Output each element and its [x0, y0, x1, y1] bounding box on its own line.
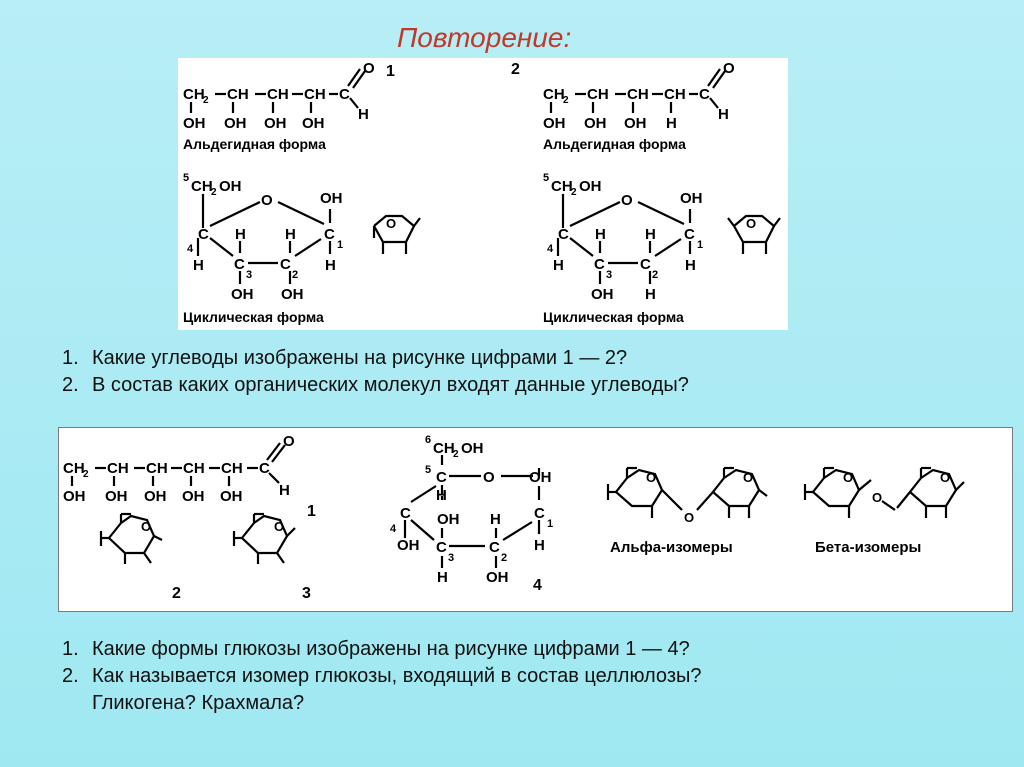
atom-h: H	[358, 106, 369, 123]
atom-ring-o: O	[483, 469, 495, 486]
atom-c: C	[339, 86, 350, 103]
figure-glucose-forms	[58, 427, 1013, 612]
slide-title: Повторение:	[397, 22, 572, 53]
atom-oh: OH	[302, 115, 325, 132]
beta-isomers-label: Бета-изомеры	[815, 539, 922, 556]
figure-number-2: 2	[172, 585, 181, 602]
atom-c: C	[594, 256, 605, 273]
atom-number: 3	[246, 269, 253, 281]
question-number: 1.	[62, 638, 79, 660]
ribose-deoxyribose-diagram	[178, 58, 788, 330]
atom-ring-o: O	[274, 519, 285, 534]
atom-ch2: CH	[191, 178, 213, 195]
questions-block-2	[62, 636, 701, 717]
atom-number: 1	[337, 239, 344, 251]
atom-h: H	[285, 226, 296, 243]
atom-oh: OH	[264, 115, 287, 132]
atom-link-o: O	[872, 490, 883, 505]
atom-oh: OH	[461, 440, 484, 457]
atom-ring-o: O	[621, 192, 633, 209]
atom-ch: CH	[304, 86, 326, 103]
atom-number: 5	[543, 172, 550, 184]
atom-ring-o: O	[386, 216, 397, 231]
atom-oh: OH	[105, 488, 128, 505]
atom-oh: OH	[486, 569, 509, 586]
atom-ch: CH	[227, 86, 249, 103]
figure-number-4: 4	[533, 577, 542, 594]
figure-number-1: 1	[386, 63, 395, 80]
atom-o: O	[283, 433, 295, 450]
atom-number: 3	[606, 269, 613, 281]
atom-ch: CH	[587, 86, 609, 103]
atom-number: 1	[697, 239, 704, 251]
question-text: В состав каких органических молекул входят данные углеводы?	[92, 374, 689, 396]
atom-c: C	[259, 460, 270, 477]
atom-h: H	[718, 106, 729, 123]
subscript: 2	[571, 187, 577, 198]
question-text: Какие углеводы изображены на рисунке цифрами 1 — 2?	[92, 347, 628, 369]
atom-c: C	[198, 226, 209, 243]
figure-number-2: 2	[511, 61, 520, 78]
question-number: 2.	[62, 665, 79, 687]
atom-oh: OH	[183, 115, 206, 132]
atom-h: H	[666, 115, 677, 132]
subscript: 2	[203, 95, 209, 106]
atom-oh: OH	[584, 115, 607, 132]
question-text: Какие формы глюкозы изображены на рисунке цифрами 1 — 4?	[92, 638, 690, 660]
atom-oh: OH	[680, 190, 703, 207]
question-continuation	[62, 690, 701, 717]
atom-ch: CH	[183, 460, 205, 477]
atom-oh: OH	[529, 469, 552, 486]
atom-c: C	[280, 256, 291, 273]
atom-h: H	[645, 226, 656, 243]
glucose-forms-diagram	[59, 428, 1012, 611]
atom-oh: OH	[281, 286, 304, 303]
question-text: Как называется изомер глюкозы, входящий в состав целлюлозы?	[92, 665, 702, 687]
atom-o: O	[363, 60, 375, 77]
atom-ch2: CH	[433, 440, 455, 457]
atom-h: H	[553, 257, 564, 274]
subscript: 2	[453, 449, 459, 460]
atom-h: H	[193, 257, 204, 274]
atom-h: H	[685, 257, 696, 274]
figure-number-3: 3	[302, 585, 311, 602]
atom-number: 5	[425, 464, 432, 476]
atom-oh: OH	[543, 115, 566, 132]
atom-c: C	[436, 469, 447, 486]
atom-ring-o: O	[746, 216, 757, 231]
atom-oh: OH	[182, 488, 205, 505]
atom-oh: OH	[397, 537, 420, 554]
atom-number: 4	[390, 523, 397, 535]
atom-ch: CH	[267, 86, 289, 103]
atom-ring-o: O	[743, 470, 754, 485]
atom-number: 2	[501, 552, 508, 564]
atom-ring-o: O	[141, 519, 152, 534]
atom-c: C	[558, 226, 569, 243]
question-item	[62, 372, 689, 399]
atom-c: C	[400, 505, 411, 522]
aldehyde-form-label: Альдегидная форма	[543, 136, 686, 152]
atom-ch2: CH	[543, 86, 565, 103]
subscript: 2	[83, 469, 89, 480]
question-item	[62, 663, 701, 690]
atom-ch: CH	[627, 86, 649, 103]
atom-oh: OH	[320, 190, 343, 207]
atom-oh: OH	[231, 286, 254, 303]
atom-link-o: O	[684, 510, 695, 525]
atom-number: 2	[292, 269, 299, 281]
atom-h: H	[279, 482, 290, 499]
atom-c: C	[436, 539, 447, 556]
atom-ring-o: O	[843, 470, 854, 485]
question-item	[62, 345, 689, 372]
question-number: 1.	[62, 347, 79, 369]
atom-c: C	[699, 86, 710, 103]
atom-ch: CH	[664, 86, 686, 103]
atom-ch2: CH	[551, 178, 573, 195]
aldehyde-form-label: Альдегидная форма	[183, 136, 326, 152]
alpha-isomers-label: Альфа-изомеры	[610, 539, 733, 556]
atom-h: H	[595, 226, 606, 243]
atom-number: 4	[547, 243, 554, 255]
atom-number: 1	[547, 518, 554, 530]
atom-number: 3	[448, 552, 455, 564]
atom-h: H	[325, 257, 336, 274]
atom-h: H	[490, 511, 501, 528]
atom-number: 4	[187, 243, 194, 255]
atom-c: C	[489, 539, 500, 556]
atom-ch2: CH	[63, 460, 85, 477]
atom-oh: OH	[220, 488, 243, 505]
atom-oh: OH	[591, 286, 614, 303]
atom-number: 5	[183, 172, 190, 184]
question-number: 2.	[62, 374, 79, 396]
question-text: Гликогена? Крахмала?	[92, 692, 305, 714]
question-item	[62, 636, 701, 663]
atom-h: H	[645, 286, 656, 303]
atom-c: C	[324, 226, 335, 243]
atom-ring-o: O	[646, 470, 657, 485]
cyclic-form-label: Циклическая форма	[183, 309, 324, 325]
atom-c: C	[234, 256, 245, 273]
atom-h: H	[437, 569, 448, 586]
figure-number-1: 1	[307, 503, 316, 520]
atom-o: O	[723, 60, 735, 77]
atom-h: H	[436, 487, 447, 504]
atom-h: H	[534, 537, 545, 554]
atom-ch2: CH	[183, 86, 205, 103]
atom-c: C	[640, 256, 651, 273]
cyclic-form-label: Циклическая форма	[543, 309, 684, 325]
atom-oh: OH	[219, 178, 242, 195]
atom-ch: CH	[146, 460, 168, 477]
atom-oh: OH	[624, 115, 647, 132]
subscript: 2	[211, 187, 217, 198]
questions-block-1	[62, 345, 689, 399]
atom-ch: CH	[221, 460, 243, 477]
atom-c: C	[534, 505, 545, 522]
atom-oh: OH	[224, 115, 247, 132]
atom-oh: OH	[63, 488, 86, 505]
atom-oh: OH	[437, 511, 460, 528]
atom-c: C	[684, 226, 695, 243]
atom-ring-o: O	[261, 192, 273, 209]
atom-h: H	[235, 226, 246, 243]
atom-number: 6	[425, 434, 432, 446]
subscript: 2	[563, 95, 569, 106]
atom-oh: OH	[144, 488, 167, 505]
figure-ribose-deoxyribose	[178, 58, 788, 330]
atom-ring-o: O	[940, 470, 951, 485]
atom-oh: OH	[579, 178, 602, 195]
atom-ch: CH	[107, 460, 129, 477]
atom-number: 2	[652, 269, 659, 281]
